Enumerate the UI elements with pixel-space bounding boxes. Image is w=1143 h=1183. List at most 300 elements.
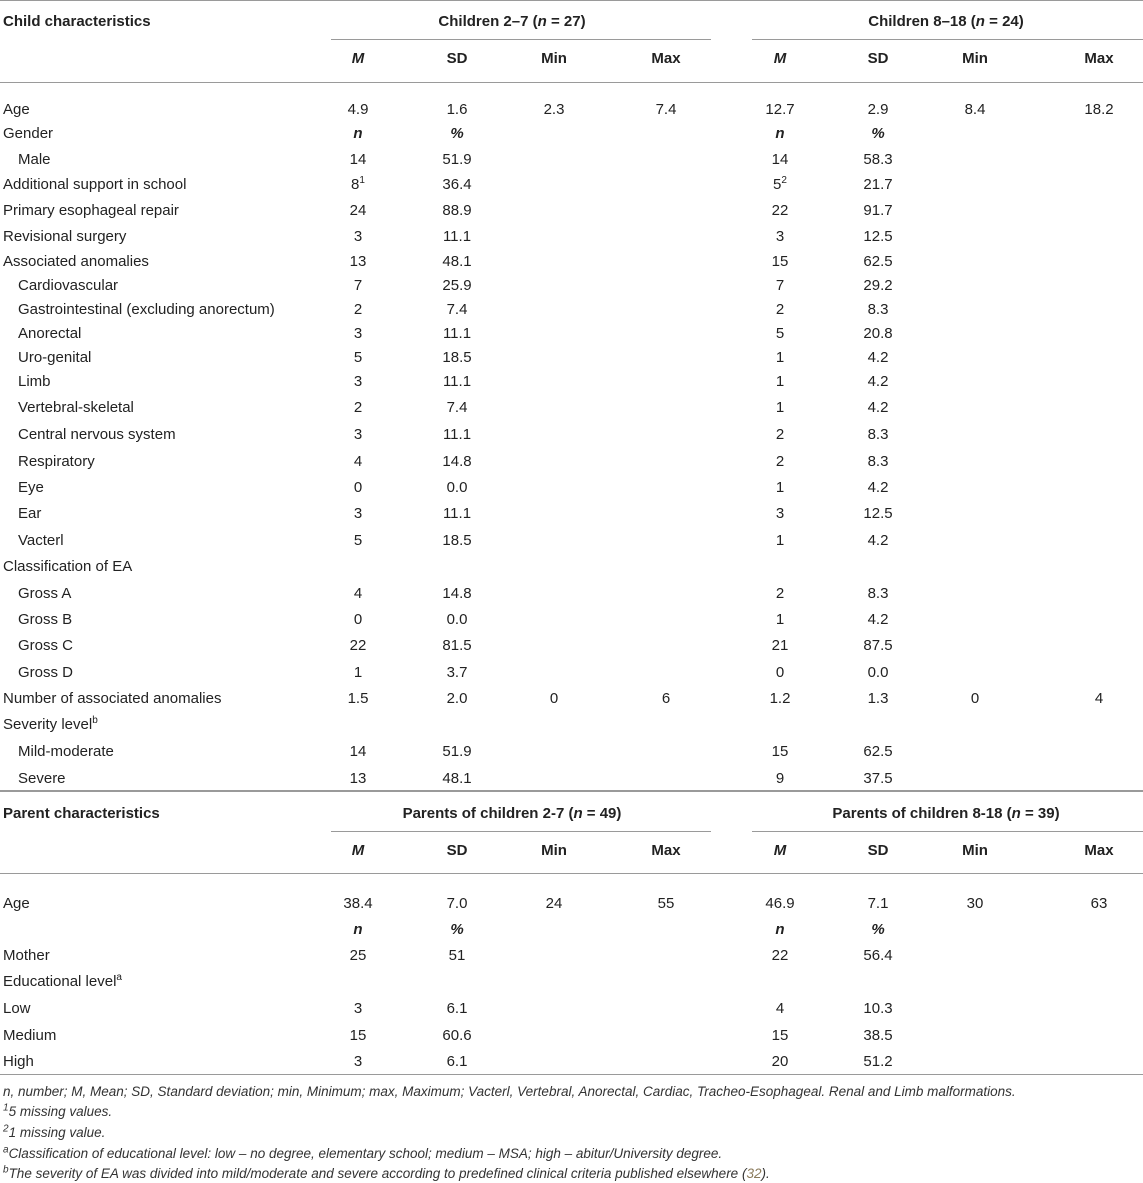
cell-value: 8.3 — [867, 426, 889, 443]
table-cell — [735, 373, 825, 390]
cell-value: 7 — [353, 277, 363, 294]
cell-value: 63 — [1090, 895, 1108, 912]
cell-value: 7.0 — [446, 895, 468, 912]
table-cell — [735, 505, 825, 522]
cell-value: 3 — [775, 505, 785, 522]
table-cell — [833, 325, 923, 342]
table-cell — [412, 1053, 502, 1070]
cell-value: 37.5 — [863, 770, 893, 787]
column-header: SD — [446, 50, 468, 67]
row-label — [18, 479, 44, 496]
cell-value: 1 — [775, 532, 785, 549]
cell-value: 10.3 — [863, 1000, 893, 1017]
table-cell — [412, 947, 502, 964]
table-cell — [412, 743, 502, 760]
table-cell — [412, 585, 502, 602]
table-cell — [313, 1053, 403, 1070]
table-cell — [735, 202, 825, 219]
table-cell — [313, 125, 403, 142]
table-cell — [412, 532, 502, 549]
table-cell — [313, 743, 403, 760]
table-cell — [313, 151, 403, 168]
cell-value: 3 — [353, 228, 363, 245]
cell-value: 87.5 — [863, 637, 893, 654]
cell-value: 5 — [775, 325, 785, 342]
row-label-text: Medium — [3, 1027, 57, 1044]
cell-value: 14 — [349, 743, 367, 760]
row-label-text: Number of associated anomalies — [3, 690, 222, 707]
cell-value: 5 — [773, 176, 782, 193]
row-label — [18, 399, 134, 416]
row-label-text: Eye — [18, 479, 44, 496]
cell-value: 18.2 — [1084, 101, 1114, 118]
table-cell — [735, 895, 825, 912]
table-cell — [833, 895, 923, 912]
rule-line — [0, 873, 1143, 874]
row-label-text: Respiratory — [18, 453, 95, 470]
cell-value: 3 — [353, 373, 363, 390]
table-cell — [833, 1027, 923, 1044]
column-header: Min — [962, 842, 988, 859]
table-cell — [735, 453, 825, 470]
rule-line — [0, 0, 1143, 1]
table-cell — [735, 664, 825, 681]
column-header: Max — [1084, 842, 1114, 859]
row-label-text: Gross D — [18, 664, 74, 681]
table-cell — [735, 277, 825, 294]
row-label — [3, 1027, 56, 1044]
cell-value: 1 — [775, 399, 785, 416]
row-label — [18, 505, 41, 522]
row-label — [3, 716, 98, 733]
cell-value: 6 — [661, 690, 671, 707]
cell-value: 0.0 — [867, 664, 889, 681]
column-header: Max — [651, 50, 681, 67]
cell-value: 29.2 — [863, 277, 893, 294]
row-label — [18, 453, 95, 470]
group-header-part: = 24) — [984, 13, 1024, 30]
column-header: SD — [446, 842, 468, 859]
row-label-text: Mother — [3, 947, 50, 964]
cell-value: 12.5 — [863, 505, 893, 522]
table-cell — [509, 101, 599, 118]
table-cell — [412, 921, 502, 938]
row-label-text: Gross A — [18, 585, 72, 602]
table-cell — [313, 664, 403, 681]
cell-value: n — [775, 125, 785, 142]
row-label-text: Age — [3, 101, 30, 118]
table-cell — [833, 664, 923, 681]
cell-value: 46.9 — [765, 895, 795, 912]
table-cell — [833, 743, 923, 760]
table-cell — [412, 151, 502, 168]
cell-value: 4.2 — [867, 373, 889, 390]
table-cell — [412, 426, 502, 443]
table-cell — [509, 895, 599, 912]
table-cell — [735, 253, 825, 270]
footnote-text: 5 missing values. — [8, 1104, 113, 1119]
table-cell — [833, 532, 923, 549]
table-cell — [833, 637, 923, 654]
table-cell — [833, 505, 923, 522]
table-cell — [313, 101, 403, 118]
cell-value: 20 — [771, 1053, 789, 1070]
cell-value: 2 — [353, 399, 363, 416]
cell-value: 2.9 — [867, 101, 889, 118]
table-cell — [412, 399, 502, 416]
table-cell — [833, 770, 923, 787]
cell-value: 20.8 — [863, 325, 893, 342]
group-header-part: Parents of children 2-7 ( — [402, 805, 574, 822]
footnote-marker: 2 — [781, 175, 787, 186]
citation-link[interactable]: 32 — [746, 1166, 762, 1181]
cell-value: 48.1 — [442, 253, 472, 270]
table-cell — [313, 479, 403, 496]
cell-value: 1 — [353, 664, 363, 681]
table-cell — [930, 895, 1020, 912]
row-label-text: Associated anomalies — [3, 253, 149, 270]
table-cell — [930, 690, 1020, 707]
footnote — [3, 1084, 1016, 1099]
table-cell — [735, 690, 825, 707]
column-header: Min — [962, 50, 988, 67]
row-label — [3, 176, 186, 193]
cell-value: 62.5 — [863, 253, 893, 270]
table-cell — [313, 373, 403, 390]
table-cell — [621, 690, 711, 707]
row-label — [3, 1053, 34, 1070]
table-cell — [735, 176, 825, 193]
cell-value: 3 — [353, 325, 363, 342]
cell-value: 4 — [353, 453, 363, 470]
row-label-text: Gross C — [18, 637, 74, 654]
table-cell — [833, 349, 923, 366]
table-cell — [1054, 101, 1143, 118]
cell-value: 14.8 — [442, 453, 472, 470]
cell-value: 15 — [771, 743, 789, 760]
cell-value: 14 — [349, 151, 367, 168]
cell-value: 11.1 — [442, 373, 472, 390]
row-label-text: Vertebral-skeletal — [18, 399, 134, 416]
cell-value: 7.1 — [867, 895, 889, 912]
cell-value: 1.2 — [769, 690, 791, 707]
cell-value: 51 — [448, 947, 466, 964]
table-cell — [735, 349, 825, 366]
cell-value: 48.1 — [442, 770, 472, 787]
cell-value: 21.7 — [863, 176, 893, 193]
rule-line — [0, 82, 1143, 83]
cell-value: 2.0 — [446, 690, 468, 707]
table-cell — [313, 585, 403, 602]
table-cell — [735, 101, 825, 118]
row-label-text: Gender — [3, 125, 54, 142]
row-label — [3, 125, 53, 142]
row-label-text: Age — [3, 895, 30, 912]
table-cell — [412, 301, 502, 318]
row-label — [18, 585, 71, 602]
footnote-text: 1 missing value. — [8, 1125, 106, 1140]
cell-value: 60.6 — [442, 1027, 472, 1044]
row-label — [18, 770, 66, 787]
row-label — [18, 611, 72, 628]
cell-value: 0 — [353, 611, 363, 628]
cell-value: 8.3 — [867, 585, 889, 602]
cell-value: 22 — [349, 637, 367, 654]
table-cell — [412, 373, 502, 390]
table-cell — [735, 1053, 825, 1070]
group-header-part: n — [537, 13, 547, 30]
table-cell — [833, 176, 923, 193]
section-title: Parent characteristics — [3, 805, 160, 822]
footnote-marker: a — [116, 972, 122, 983]
table-cell — [313, 770, 403, 787]
cell-value: 0 — [970, 690, 980, 707]
column-header: M — [351, 50, 365, 67]
footnote-marker: b — [3, 1164, 9, 1176]
cell-value: 7.4 — [655, 101, 677, 118]
table-cell — [313, 532, 403, 549]
cell-value: 15 — [771, 253, 789, 270]
table-cell — [313, 921, 403, 938]
cell-value: 25 — [349, 947, 367, 964]
table-cell — [313, 690, 403, 707]
cell-value: 3 — [353, 426, 363, 443]
cell-value: 81.5 — [442, 637, 472, 654]
table-cell — [735, 743, 825, 760]
cell-value: 4.2 — [867, 479, 889, 496]
footnote — [3, 1125, 105, 1140]
cell-value: 0.0 — [446, 479, 468, 496]
table-cell — [412, 611, 502, 628]
row-label — [3, 202, 179, 219]
table-cell — [1054, 895, 1143, 912]
cell-value: 4 — [353, 585, 363, 602]
cell-value: 4 — [775, 1000, 785, 1017]
footnote-marker: b — [92, 715, 98, 726]
cell-value: 12.7 — [765, 101, 795, 118]
cell-value: 11.1 — [442, 426, 472, 443]
group-header-part: Parents of children 8-18 ( — [832, 805, 1012, 822]
cell-value: 22 — [771, 202, 789, 219]
table-cell — [930, 101, 1020, 118]
column-header: Min — [541, 50, 567, 67]
table-cell — [313, 426, 403, 443]
cell-value: 8.3 — [867, 453, 889, 470]
row-label-text: Classification of EA — [3, 558, 133, 575]
cell-value: 21 — [771, 637, 789, 654]
table-cell — [833, 101, 923, 118]
cell-value: 4 — [1094, 690, 1104, 707]
table-cell — [412, 101, 502, 118]
table-cell — [735, 325, 825, 342]
table-cell — [412, 1027, 502, 1044]
column-header: Max — [1084, 50, 1114, 67]
cell-value: 18.5 — [442, 349, 472, 366]
row-label — [18, 325, 81, 342]
row-label — [3, 690, 221, 707]
group-header-right — [832, 805, 1059, 822]
table-cell — [412, 202, 502, 219]
table-cell — [735, 1000, 825, 1017]
cell-value: 51.9 — [442, 743, 472, 760]
group-header-part: n — [1011, 805, 1021, 822]
table-cell — [313, 325, 403, 342]
cell-value: 2 — [775, 453, 785, 470]
footnote — [3, 1166, 770, 1181]
cell-value: 38.4 — [343, 895, 373, 912]
cell-value: 0.0 — [446, 611, 468, 628]
cell-value: n — [775, 921, 785, 938]
table-cell — [412, 664, 502, 681]
cell-value: 8.3 — [867, 301, 889, 318]
table-cell — [412, 505, 502, 522]
group-header-left — [403, 805, 622, 822]
row-label-text: Gastrointestinal (excluding anorectum) — [18, 301, 275, 318]
cell-value: 0 — [549, 690, 559, 707]
cell-value: 2 — [353, 301, 363, 318]
cell-value: 0 — [353, 479, 363, 496]
table-cell — [833, 1000, 923, 1017]
cell-value: 12.5 — [863, 228, 893, 245]
row-label-text: Limb — [18, 373, 51, 390]
row-label-text: Anorectal — [18, 325, 82, 342]
group-header-part: Children 8–18 ( — [868, 13, 976, 30]
table-cell — [313, 947, 403, 964]
cell-value: 88.9 — [442, 202, 472, 219]
row-label — [18, 349, 91, 366]
cell-value: % — [871, 921, 885, 938]
row-label — [18, 301, 275, 318]
row-label — [18, 426, 176, 443]
cell-value: 30 — [966, 895, 984, 912]
cell-value: 2 — [775, 585, 785, 602]
cell-value: 8 — [351, 176, 360, 193]
cell-value: 91.7 — [863, 202, 893, 219]
cell-value: 9 — [775, 770, 785, 787]
table-cell — [833, 125, 923, 142]
cell-value: 3.7 — [446, 664, 468, 681]
cell-value: 0 — [775, 664, 785, 681]
row-label-text: Male — [18, 151, 51, 168]
table-cell — [412, 453, 502, 470]
row-label-text: Gross B — [18, 611, 73, 628]
row-label-text: Educational level — [3, 973, 117, 990]
cell-value: % — [450, 125, 464, 142]
group-header-right — [868, 13, 1024, 30]
group-underline — [752, 831, 1143, 832]
table-cell — [833, 921, 923, 938]
cell-value: 5 — [353, 349, 363, 366]
table-cell — [313, 399, 403, 416]
cell-value: 6.1 — [446, 1000, 468, 1017]
table-cell — [833, 202, 923, 219]
row-label-text: Severity level — [3, 716, 93, 733]
table-cell — [735, 921, 825, 938]
group-header-part: = 39) — [1020, 805, 1060, 822]
footnote-marker: 2 — [3, 1123, 9, 1135]
row-label-text: Primary esophageal repair — [3, 202, 179, 219]
row-label — [18, 532, 64, 549]
row-label-text: Additional support in school — [3, 176, 187, 193]
footnote-text: Classification of educational level: low – no degree, elementary school; medium – MSA; high – abitur/University degree. — [8, 1146, 723, 1161]
cell-value: 14.8 — [442, 585, 472, 602]
table-cell — [412, 479, 502, 496]
footnote-text: n, number; M, Mean; SD, Standard deviation; min, Minimum; max, Maximum; Vacterl, Vertebral, Anorectal, Cardiac, Tracheo-Esophageal. Renal and Limb malformations. — [3, 1084, 1016, 1099]
row-label — [18, 664, 73, 681]
cell-value: 7.4 — [446, 301, 468, 318]
cell-value: 56.4 — [863, 947, 893, 964]
table-cell — [735, 637, 825, 654]
group-underline — [331, 831, 711, 832]
table-cell — [313, 202, 403, 219]
cell-value: 14 — [771, 151, 789, 168]
column-header: M — [773, 50, 787, 67]
cell-value: 13 — [349, 770, 367, 787]
cell-value: 1 — [775, 349, 785, 366]
column-header: SD — [867, 842, 889, 859]
cell-value: 18.5 — [442, 532, 472, 549]
table-cell — [833, 1053, 923, 1070]
cell-value: 58.3 — [863, 151, 893, 168]
table-cell — [833, 228, 923, 245]
cell-value: 3 — [353, 1053, 363, 1070]
table-cell — [412, 125, 502, 142]
group-header-left — [438, 13, 585, 30]
row-label — [18, 637, 73, 654]
cell-value: 3 — [353, 1000, 363, 1017]
cell-value: 11.1 — [442, 228, 472, 245]
row-label — [3, 895, 30, 912]
cell-value: 22 — [771, 947, 789, 964]
cell-value: 1 — [775, 479, 785, 496]
table-cell — [833, 373, 923, 390]
row-label — [18, 373, 51, 390]
cell-value: 24 — [349, 202, 367, 219]
section-title: Child characteristics — [3, 13, 151, 30]
cell-value: 11.1 — [442, 505, 472, 522]
cell-value: 1.5 — [347, 690, 369, 707]
group-header-part: n — [975, 13, 985, 30]
table-cell — [412, 176, 502, 193]
cell-value: 4.2 — [867, 399, 889, 416]
column-header: M — [351, 842, 365, 859]
row-label — [18, 277, 118, 294]
table-cell — [833, 585, 923, 602]
cell-value: 2.3 — [543, 101, 565, 118]
cell-value: 1.6 — [446, 101, 468, 118]
table-cell — [735, 399, 825, 416]
row-label — [3, 973, 122, 990]
table-cell — [833, 479, 923, 496]
cell-value: % — [871, 125, 885, 142]
table-cell — [412, 895, 502, 912]
row-label — [3, 558, 132, 575]
footnote-marker: 1 — [359, 175, 365, 186]
cell-value: 51.9 — [442, 151, 472, 168]
row-label — [3, 947, 50, 964]
cell-value: 15 — [771, 1027, 789, 1044]
cell-value: n — [353, 125, 363, 142]
table-cell — [412, 325, 502, 342]
cell-value: 62.5 — [863, 743, 893, 760]
group-header-part: = 27) — [546, 13, 586, 30]
cell-value: 13 — [349, 253, 367, 270]
row-label — [3, 1000, 31, 1017]
column-header: Max — [651, 842, 681, 859]
row-label-text: Severe — [18, 770, 66, 787]
group-header-part: = 49) — [582, 805, 622, 822]
cell-value: 2 — [775, 301, 785, 318]
